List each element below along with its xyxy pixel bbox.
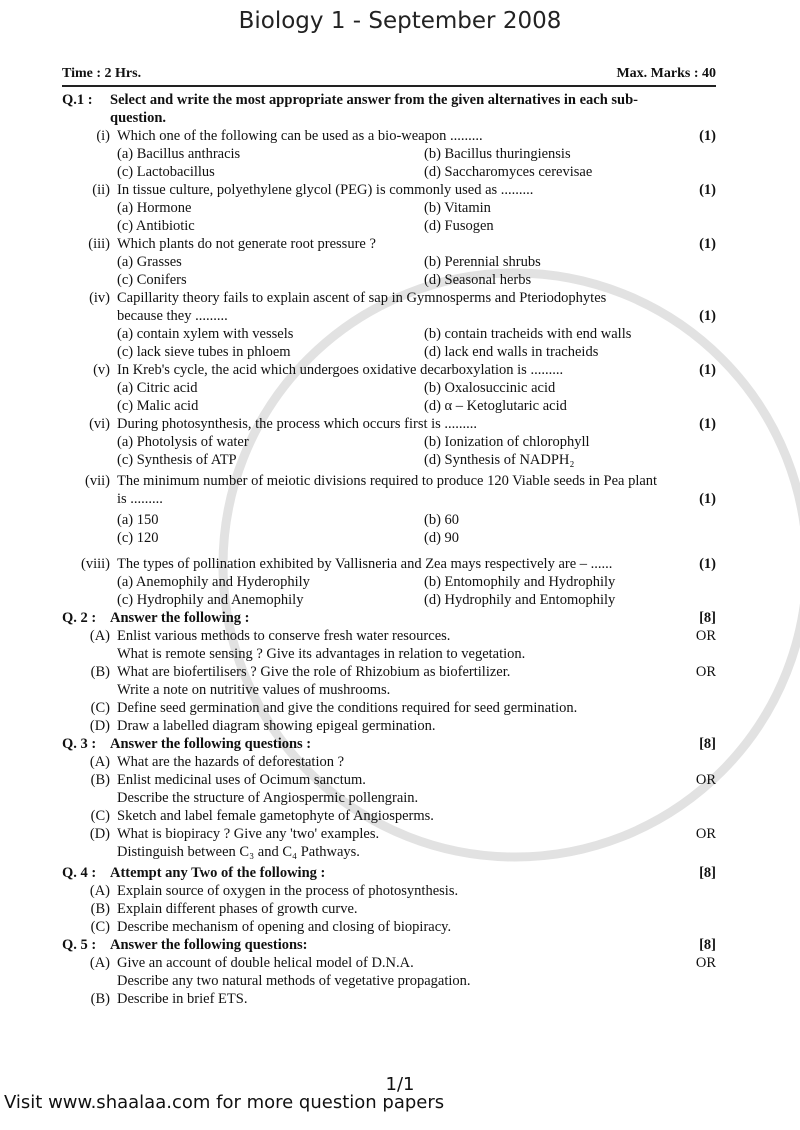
option-left: (c) 120 — [117, 530, 159, 546]
sub-question-text: Which one of the following can be used as a bio-weapon ......... — [117, 128, 483, 144]
sub-question — [0, 972, 800, 990]
sub-question-number: (vii) — [85, 473, 110, 489]
exam-time: Time : 2 Hrs. — [62, 66, 142, 81]
sub-question-number: (D) — [89, 826, 110, 842]
sub-question-text: In tissue culture, polyethylene glycol (PEG) is commonly used as ......... — [117, 182, 534, 198]
option-left: (a) Anemophily and Hyderophily — [117, 574, 310, 590]
marks-label: [8] — [699, 736, 716, 752]
option-left: (a) Citric acid — [117, 380, 198, 396]
option-right: (b) Ionization of chlorophyll — [424, 434, 590, 450]
question-heading — [0, 936, 800, 954]
answer-options — [0, 433, 800, 451]
question-text-continued — [0, 109, 800, 127]
marks-label: [8] — [699, 937, 716, 953]
answer-options — [0, 217, 800, 235]
sub-question — [0, 954, 800, 972]
option-left: (a) contain xylem with vessels — [117, 326, 294, 342]
question-text: Select and write the most appropriate answer from the given alternatives in each sub- — [110, 92, 638, 108]
sub-question — [0, 235, 800, 253]
sub-question-text: Write a note on nutritive values of mushrooms. — [117, 682, 391, 698]
sub-question-number: (C) — [90, 919, 110, 935]
question-number: Q. 2 : — [62, 610, 97, 626]
question-text: question. — [110, 110, 167, 126]
sub-question-text: Describe in brief ETS. — [117, 991, 248, 1007]
sub-question-text: Give an account of double helical model of D.N.A. — [117, 955, 414, 971]
page-title: Biology 1 - September 2008 — [238, 8, 562, 34]
marks-label: (1) — [699, 182, 716, 198]
option-left: (c) Antibiotic — [117, 218, 195, 234]
marks-label: (1) — [699, 556, 716, 572]
sub-question-number: (v) — [93, 362, 110, 378]
option-right: (b) 60 — [424, 512, 460, 528]
sub-question — [0, 843, 800, 861]
question-text: Attempt any Two of the following : — [110, 865, 326, 881]
or-label: OR — [695, 826, 716, 842]
answer-options — [0, 379, 800, 397]
option-right: (b) Entomophily and Hydrophily — [424, 574, 616, 590]
sub-question-text: Draw a labelled diagram showing epigeal germination. — [117, 718, 436, 734]
option-right: (b) contain tracheids with end walls — [424, 326, 632, 342]
marks-label: (1) — [699, 416, 716, 432]
option-right: (d) lack end walls in tracheids — [424, 344, 599, 360]
question-text: Answer the following questions: — [110, 937, 308, 953]
sub-question — [0, 555, 800, 573]
or-label: OR — [695, 955, 716, 971]
sub-question — [0, 753, 800, 771]
option-right: (d) Hydrophily and Entomophily — [424, 592, 616, 608]
max-marks: Max. Marks : 40 — [616, 66, 716, 81]
option-right: (b) Oxalosuccinic acid — [424, 380, 556, 396]
sub-question — [0, 127, 800, 145]
answer-options — [0, 325, 800, 343]
question-number: Q. 3 : — [62, 736, 97, 752]
exam-meta — [62, 66, 716, 87]
sub-question — [0, 645, 800, 663]
sub-question-number: (viii) — [81, 556, 110, 572]
sub-question — [0, 415, 800, 433]
marks-label: [8] — [699, 865, 716, 881]
question-heading — [0, 864, 800, 882]
option-right: (d) α – Ketoglutaric acid — [424, 398, 567, 414]
answer-options — [0, 145, 800, 163]
sub-question — [0, 699, 800, 717]
option-right: (b) Bacillus thuringiensis — [424, 146, 571, 162]
sub-question — [0, 900, 800, 918]
marks-label: (1) — [699, 491, 716, 507]
option-left: (a) Grasses — [117, 254, 182, 270]
sub-question-number: (A) — [89, 883, 110, 899]
answer-options — [0, 511, 800, 529]
sub-question-text: Which plants do not generate root pressure ? — [117, 236, 376, 252]
sub-question-text: Describe the structure of Angiospermic pollengrain. — [117, 790, 419, 806]
option-left: (c) Conifers — [117, 272, 187, 288]
sub-question — [0, 825, 800, 843]
or-label: OR — [695, 664, 716, 680]
question-heading — [0, 609, 800, 627]
sub-question-number: (B) — [90, 772, 110, 788]
marks-label: (1) — [699, 236, 716, 252]
marks-label: (1) — [699, 128, 716, 144]
answer-options — [0, 397, 800, 415]
option-left: (c) Lactobacillus — [117, 164, 215, 180]
sub-question-text: is ......... — [117, 491, 163, 507]
sub-question-text: What is remote sensing ? Give its advantages in relation to vegetation. — [117, 646, 526, 662]
sub-question-text: Explain different phases of growth curve. — [117, 901, 358, 917]
answer-options — [0, 199, 800, 217]
sub-question — [0, 181, 800, 199]
option-left: (c) Malic acid — [117, 398, 199, 414]
sub-question — [0, 882, 800, 900]
option-left: (c) Synthesis of ATP — [117, 452, 237, 468]
option-left: (a) Photolysis of water — [117, 434, 249, 450]
sub-question-text: The minimum number of meiotic divisions required to produce 120 Viable seeds in Pea plant — [117, 473, 658, 489]
answer-options — [0, 343, 800, 361]
answer-options — [0, 573, 800, 591]
question-heading — [0, 91, 800, 109]
sub-question-text: Describe mechanism of opening and closing of biopiracy. — [117, 919, 452, 935]
question-text: Answer the following questions : — [110, 736, 312, 752]
option-left: (a) 150 — [117, 512, 159, 528]
sub-question — [0, 990, 800, 1008]
sub-question-number: (A) — [89, 754, 110, 770]
question-number: Q. 5 : — [62, 937, 97, 953]
sub-question-text: What is biopiracy ? Give any 'two' examples. — [117, 826, 380, 842]
sub-question — [0, 307, 800, 325]
option-right: (d) Saccharomyces cerevisae — [424, 164, 593, 180]
sub-question — [0, 490, 800, 508]
sub-question-text: During photosynthesis, the process which occurs first is ......... — [117, 416, 478, 432]
marks-label: (1) — [699, 308, 716, 324]
sub-question-text: In Kreb's cycle, the acid which undergoes oxidative decarboxylation is ......... — [117, 362, 564, 378]
sub-question-text: What are the hazards of deforestation ? — [117, 754, 345, 770]
option-left: (c) lack sieve tubes in phloem — [117, 344, 291, 360]
sub-question-number: (iv) — [89, 290, 110, 306]
marks-label: (1) — [699, 362, 716, 378]
sub-question-number: (C) — [90, 700, 110, 716]
sub-question-number: (A) — [89, 955, 110, 971]
answer-options — [0, 271, 800, 289]
option-right: (d) Synthesis of NADPH₂ — [424, 452, 575, 468]
sub-question-number: (i) — [96, 128, 110, 144]
answer-options — [0, 163, 800, 181]
option-left: (a) Bacillus anthracis — [117, 146, 241, 162]
sub-question-number: (vi) — [89, 416, 110, 432]
sub-question-text: Enlist medicinal uses of Ocimum sanctum. — [117, 772, 366, 788]
option-right: (b) Vitamin — [424, 200, 491, 216]
option-right: (d) Seasonal herbs — [424, 272, 532, 288]
sub-question-text: Define seed germination and give the conditions required for seed germination. — [117, 700, 578, 716]
sub-question-text: Distinguish between C₃ and C₄ Pathways. — [117, 844, 360, 860]
footer-link-text: Visit www.shaalaa.com for more question papers — [4, 1092, 445, 1113]
answer-options — [0, 591, 800, 609]
or-label: OR — [695, 772, 716, 788]
or-label: OR — [695, 628, 716, 644]
sub-question — [0, 789, 800, 807]
sub-question-text: The types of pollination exhibited by Vallisneria and Zea mays respectively are – ...... — [117, 556, 613, 572]
sub-question-number: (B) — [90, 664, 110, 680]
sub-question-number: (C) — [90, 808, 110, 824]
sub-question-number: (D) — [89, 718, 110, 734]
option-right: (d) Fusogen — [424, 218, 494, 234]
sub-question-number: (B) — [90, 991, 110, 1007]
sub-question — [0, 771, 800, 789]
sub-question-number: (A) — [89, 628, 110, 644]
sub-question — [0, 663, 800, 681]
option-right: (b) Perennial shrubs — [424, 254, 541, 270]
sub-question — [0, 472, 800, 490]
sub-question — [0, 918, 800, 936]
sub-question — [0, 807, 800, 825]
question-number: Q. 4 : — [62, 865, 97, 881]
sub-question-text: What are biofertilisers ? Give the role of Rhizobium as biofertilizer. — [117, 664, 511, 680]
answer-options — [0, 451, 800, 469]
sub-question-number: (B) — [90, 901, 110, 917]
sub-question — [0, 717, 800, 735]
sub-question-text: because they ......... — [117, 308, 228, 324]
sub-question-text: Capillarity theory fails to explain ascent of sap in Gymnosperms and Pteriodophytes — [117, 290, 607, 306]
sub-question — [0, 289, 800, 307]
sub-question-text: Sketch and label female gametophyte of Angiosperms. — [117, 808, 434, 824]
sub-question — [0, 681, 800, 699]
question-text: Answer the following : — [110, 610, 250, 626]
question-heading — [0, 735, 800, 753]
sub-question-number: (iii) — [88, 236, 110, 252]
marks-label: [8] — [699, 610, 716, 626]
sub-question-number: (ii) — [92, 182, 110, 198]
answer-options — [0, 529, 800, 547]
sub-question — [0, 627, 800, 645]
sub-question-text: Describe any two natural methods of vegetative propagation. — [117, 973, 471, 989]
sub-question-text: Explain source of oxygen in the process of photosynthesis. — [117, 883, 459, 899]
sub-question — [0, 361, 800, 379]
option-left: (a) Hormone — [117, 200, 192, 216]
option-left: (c) Hydrophily and Anemophily — [117, 592, 304, 608]
page-number: 1/1 — [385, 1074, 415, 1095]
sub-question-text: Enlist various methods to conserve fresh water resources. — [117, 628, 451, 644]
answer-options — [0, 253, 800, 271]
question-number: Q.1 : — [62, 92, 93, 108]
question-paper-body — [0, 91, 800, 1008]
option-right: (d) 90 — [424, 530, 460, 546]
